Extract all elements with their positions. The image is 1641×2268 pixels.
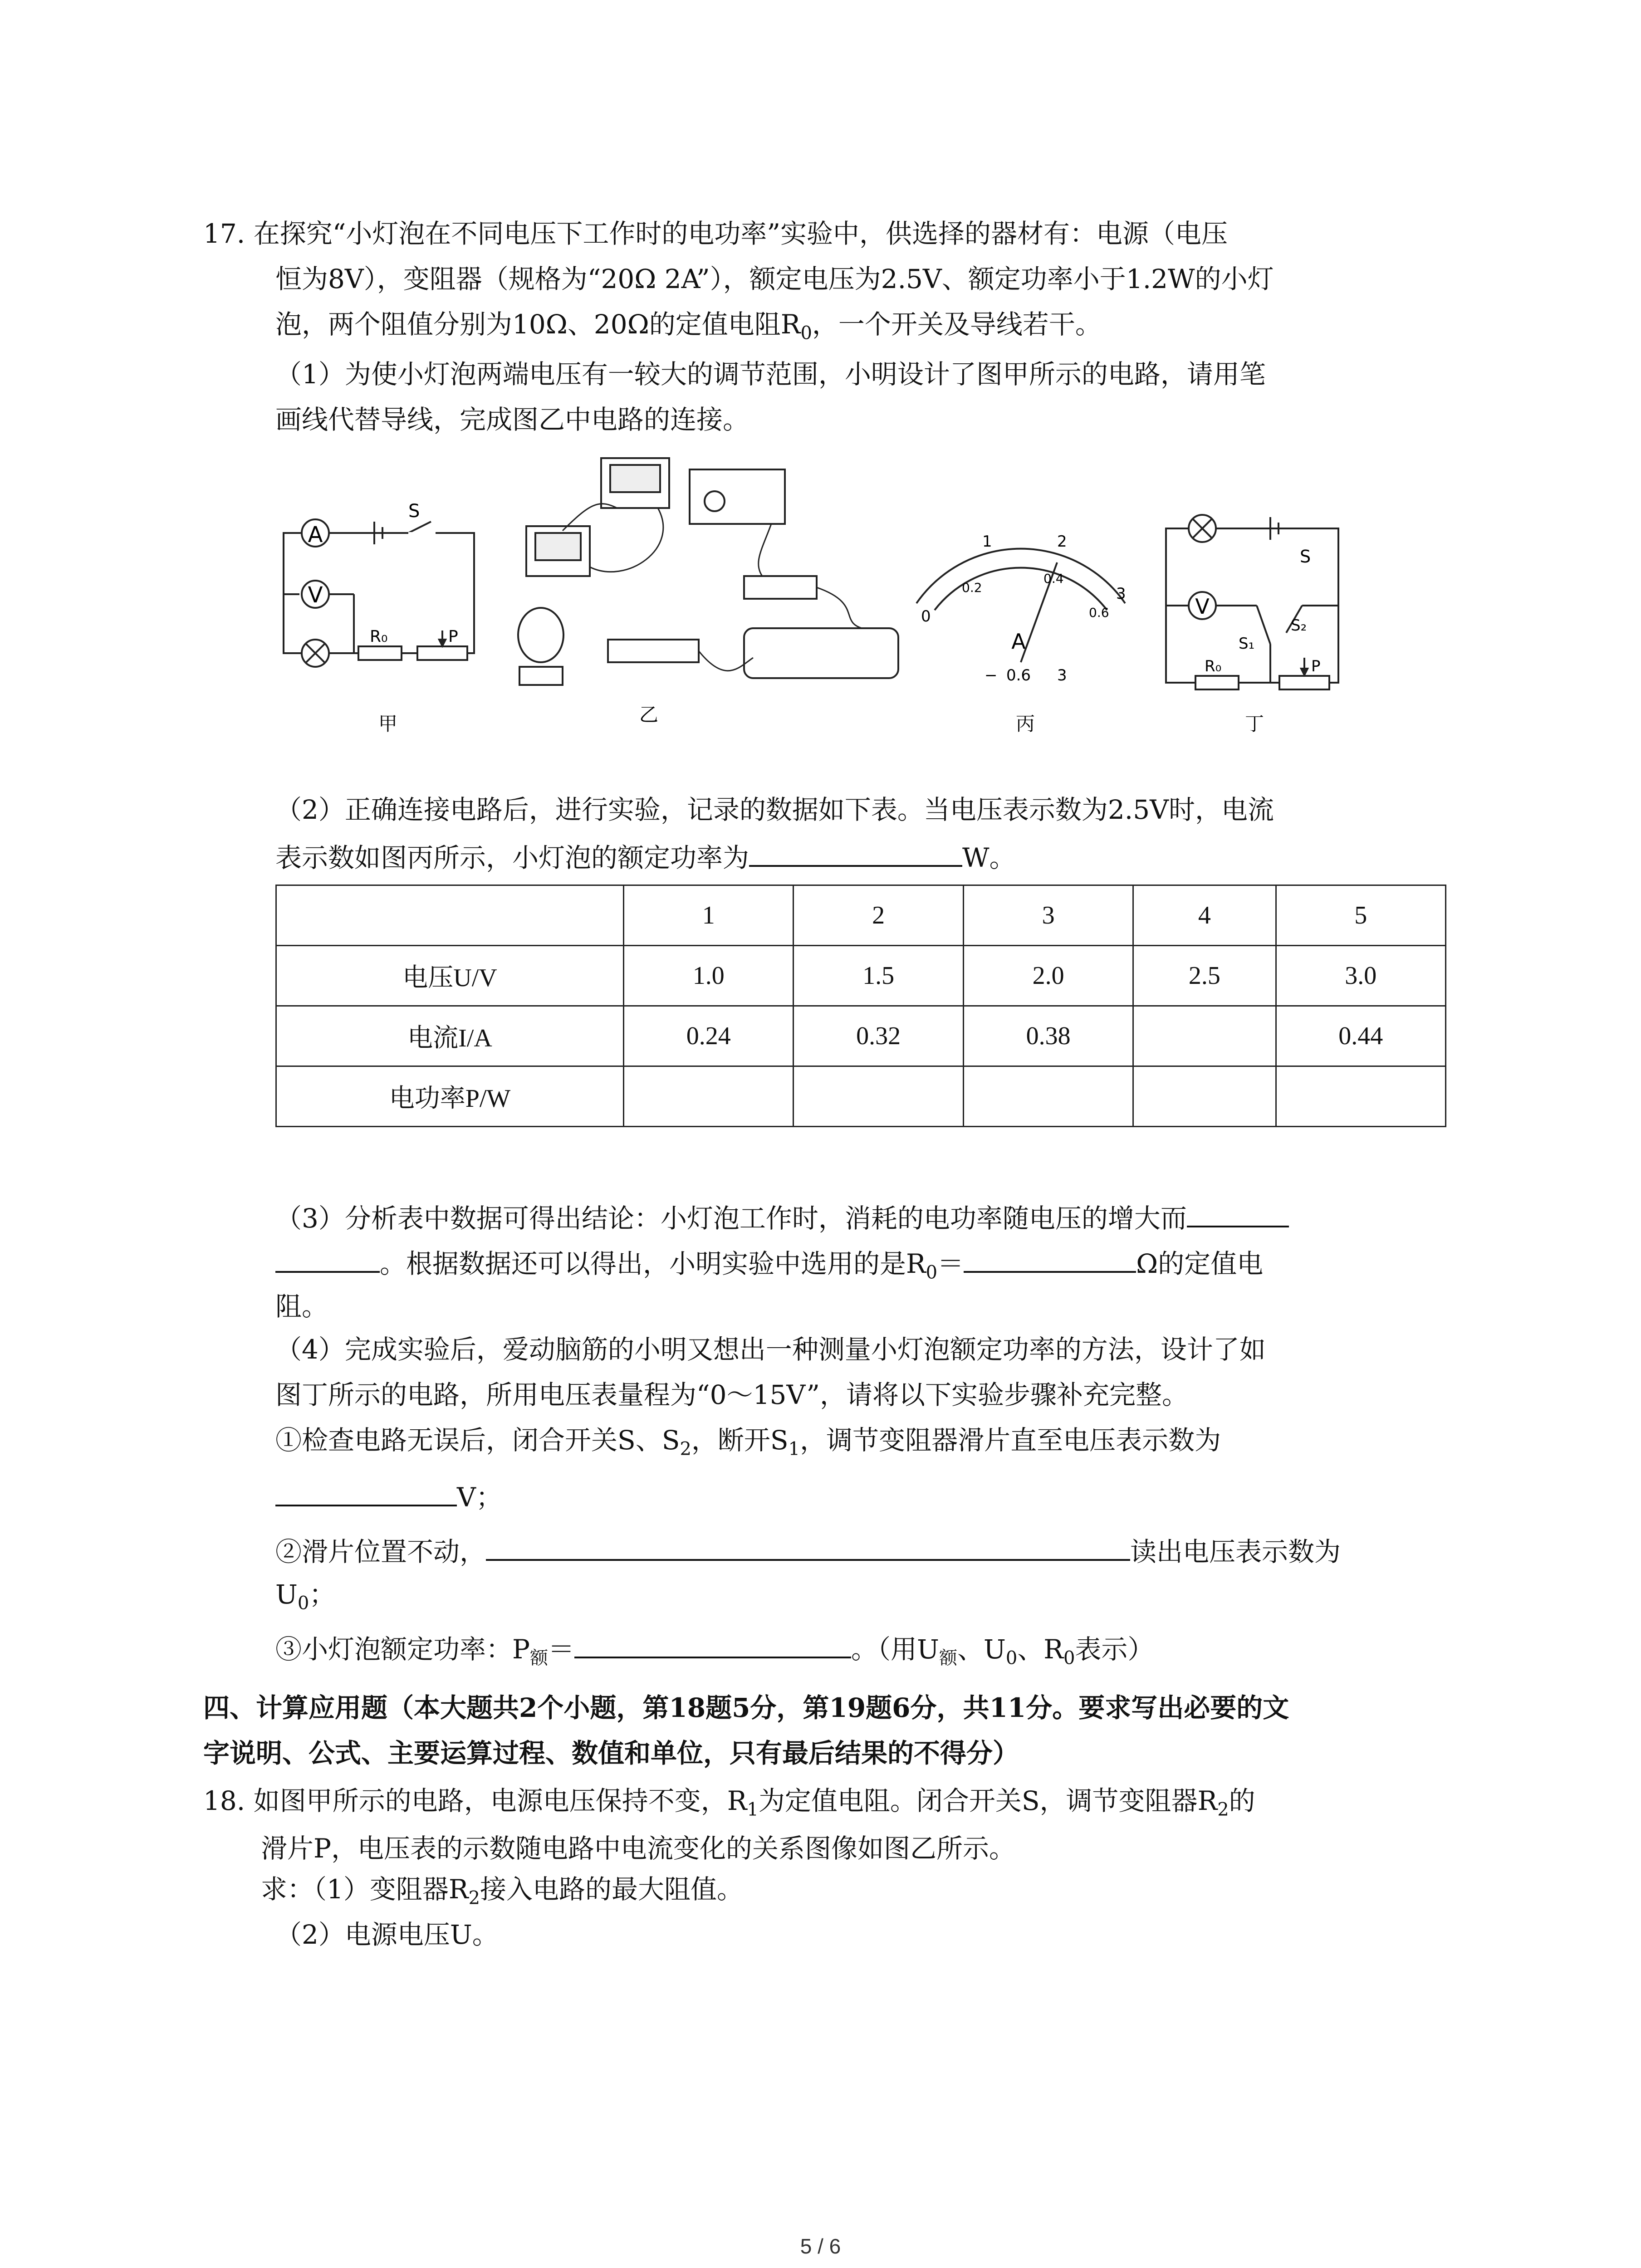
q17-number: 17. — [203, 218, 245, 249]
q17-part1-line-1: （1）为使小灯泡两端电压有一较大的调节范围，小明设计了图甲所示的电路，请用笔 — [275, 359, 1266, 390]
bing-subtick-0.4: 0.4 — [1043, 571, 1064, 586]
table-cell: 0.44 — [1276, 1006, 1446, 1066]
yi-slide-rheostat — [744, 628, 898, 678]
table-cell: 3.0 — [1276, 946, 1446, 1006]
q17-part4-line-1: （4）完成实验后，爱动脑筋的小明又想出一种测量小灯泡额定功率的方法，设计了如 — [275, 1334, 1266, 1365]
q18-ask-2: （2）电源电压U。 — [275, 1919, 499, 1950]
ding-rheostat-icon — [1279, 676, 1329, 689]
ding-voltmeter-label: V — [1195, 594, 1210, 619]
bing-ammeter-symbol: A — [1011, 629, 1026, 654]
voltage-setting-answer-blank[interactable] — [275, 1476, 457, 1506]
table-row — [276, 946, 1446, 1006]
q17-step3-line: ③小灯泡额定功率：$P_额=$ 。（用$U_额$、$U_0$、$R_0$表示） — [275, 1628, 1154, 1677]
table-cell[interactable] — [1133, 1066, 1276, 1127]
table-cell[interactable] — [1276, 1066, 1446, 1127]
table-cell[interactable] — [963, 1066, 1133, 1127]
q17-part4-line-2: 图丁所示的电路，所用电压表量程为“0～15V”，请将以下实验步骤补充完整。 — [275, 1379, 1189, 1410]
bing-subtick-0.6: 0.6 — [1089, 605, 1109, 620]
ding-resistor-icon — [1195, 676, 1239, 689]
table-cell[interactable] — [794, 1066, 963, 1127]
q18-line-1: 18. 如图甲所示的电路，电源电压保持不变，$R_1$为定值电阻。闭合开关S，调节变阻器$R_2$的 — [203, 1785, 1255, 1820]
jia-switch-icon — [408, 522, 431, 533]
circuit-figures — [272, 449, 1375, 748]
table-cell: 2.0 — [963, 946, 1133, 1006]
table-row — [276, 1066, 1446, 1127]
q18-number: 18. — [203, 1785, 245, 1816]
table-row — [276, 1006, 1446, 1066]
q17-part3-line-2: 。根据数据还可以得出，小明实验中选用的是$R_0= \Omega$的定值电 — [275, 1243, 1263, 1291]
rated-power-formula-blank[interactable] — [574, 1628, 851, 1658]
ding-resistor-label: R₀ — [1205, 657, 1222, 675]
q17-step1-line-1: ①检查电路无误后，闭合开关S、$S_2$，断开$S_1$，调节变阻器滑片直至电压表示数为 — [275, 1425, 1221, 1460]
q17-line-2: 恒为8V），变阻器（规格为“20Ω 2A”），额定电压为2.5V、额定功率小于1.2W的小灯 — [275, 264, 1274, 294]
table-cell: 0.38 — [963, 1006, 1133, 1066]
jia-voltmeter-label: V — [308, 582, 323, 608]
power-trend-answer-blank-a[interactable] — [1187, 1198, 1289, 1227]
power-trend-answer-blank-b[interactable] — [275, 1243, 380, 1273]
jia-resistor-label: R₀ — [370, 627, 388, 646]
q18-line-2: 滑片P，电压表的示数随电路中电流变化的关系图像如图乙所示。 — [261, 1833, 1016, 1864]
data-table — [275, 885, 1446, 1127]
page-number: 5 / 6 — [800, 2234, 841, 2258]
rated-power-answer-blank[interactable] — [749, 837, 962, 867]
section4-heading-line-1: 四、计算应用题（本大题共2个小题，第18题5分，第19题6分，共11分。要求写出必要的文 — [203, 1692, 1289, 1723]
q17-line-1: 17. 在探究“小灯泡在不同电压下工作时的电功率”实验中，供选择的器材有：电源（电压 — [203, 218, 1228, 249]
bing-terminal-0.6: 0.6 — [1006, 666, 1031, 684]
bing-tick-0: 0 — [921, 607, 931, 626]
resistor-value-answer-blank[interactable] — [964, 1243, 1136, 1273]
yi-power-supply — [690, 469, 785, 524]
table-header-cell: 2 — [794, 885, 963, 946]
figure-yi-label: 乙 — [639, 704, 659, 726]
ding-slider-label: P — [1311, 657, 1321, 675]
bing-tick-2: 2 — [1057, 533, 1067, 551]
table-header-cell: 5 — [1276, 885, 1446, 946]
table-cell: 电压U/V — [276, 946, 624, 1006]
table-cell[interactable] — [1133, 1006, 1276, 1066]
bing-subtick-0.2: 0.2 — [962, 580, 982, 595]
q18-ask-1: 求：（1）变阻器$R_2$接入电路的最大阻值。 — [261, 1874, 744, 1909]
yi-knife-switch — [744, 576, 817, 599]
q17-line-3: 泡，两个阻值分别为10Ω、20Ω的定值电阻$R_0$，一个开关及导线若干。 — [275, 309, 1102, 344]
ding-switch-label: S — [1300, 547, 1311, 567]
bing-terminal-3: 3 — [1057, 666, 1067, 684]
table-header-cell: 3 — [963, 885, 1133, 946]
q17-step2-line-2: $U_0$； — [275, 1579, 336, 1614]
q17-part2-line-1: （2）正确连接电路后，进行实验，记录的数据如下表。当电压表示数为2.5V时，电流 — [275, 794, 1274, 825]
figure-ding-label: 丁 — [1244, 713, 1264, 735]
table-header-cell — [276, 885, 624, 946]
table-cell: 0.32 — [794, 1006, 963, 1066]
bing-tick-3: 3 — [1116, 585, 1126, 603]
figure-jia-label: 甲 — [378, 713, 398, 735]
table-cell: 电功率P/W — [276, 1066, 624, 1127]
table-cell: 0.24 — [623, 1006, 793, 1066]
jia-switch-label: S — [408, 501, 420, 522]
step2-answer-blank[interactable] — [486, 1531, 1130, 1561]
table-header-cell: 4 — [1133, 885, 1276, 946]
jia-resistor-icon — [358, 646, 402, 660]
table-header-row — [276, 885, 1446, 946]
table-cell[interactable] — [623, 1066, 793, 1127]
table-header-cell: 1 — [623, 885, 793, 946]
q17-step2-line-1: ②滑片位置不动， 读出电压表示数为 — [275, 1531, 1341, 1570]
table-cell: 2.5 — [1133, 946, 1276, 1006]
ding-switch2-label: S₂ — [1291, 616, 1307, 635]
q17-part3-line-1: （3）分析表中数据可得出结论：小灯泡工作时，消耗的电功率随电压的增大而 — [275, 1198, 1289, 1237]
bing-terminal-minus: − — [985, 666, 998, 684]
ding-switch1-icon — [1257, 606, 1270, 644]
yi-bulb — [518, 608, 563, 662]
q17-part3-line-3: 阻。 — [275, 1291, 328, 1322]
table-cell: 1.0 — [623, 946, 793, 1006]
q17-step1-line-2: V； — [275, 1476, 502, 1515]
figure-yi — [518, 458, 898, 685]
bing-tick-1: 1 — [982, 533, 992, 551]
yi-resistor-board — [608, 640, 699, 662]
jia-slider-label: P — [448, 627, 458, 646]
jia-ammeter-label: A — [308, 522, 323, 547]
ding-switch1-label: S₁ — [1239, 635, 1255, 653]
table-cell: 电流I/A — [276, 1006, 624, 1066]
section4-heading-line-2: 字说明、公式、主要运算过程、数值和单位，只有最后结果的不得分） — [203, 1738, 1019, 1769]
q17-part1-line-2: 画线代替导线，完成图乙中电路的连接。 — [275, 404, 749, 435]
q17-part2-line-2: 表示数如图丙所示，小灯泡的额定功率为 W。 — [275, 837, 1016, 876]
figure-bing-label: 丙 — [1015, 713, 1035, 735]
table-cell: 1.5 — [794, 946, 963, 1006]
jia-rheostat-icon — [417, 646, 467, 660]
